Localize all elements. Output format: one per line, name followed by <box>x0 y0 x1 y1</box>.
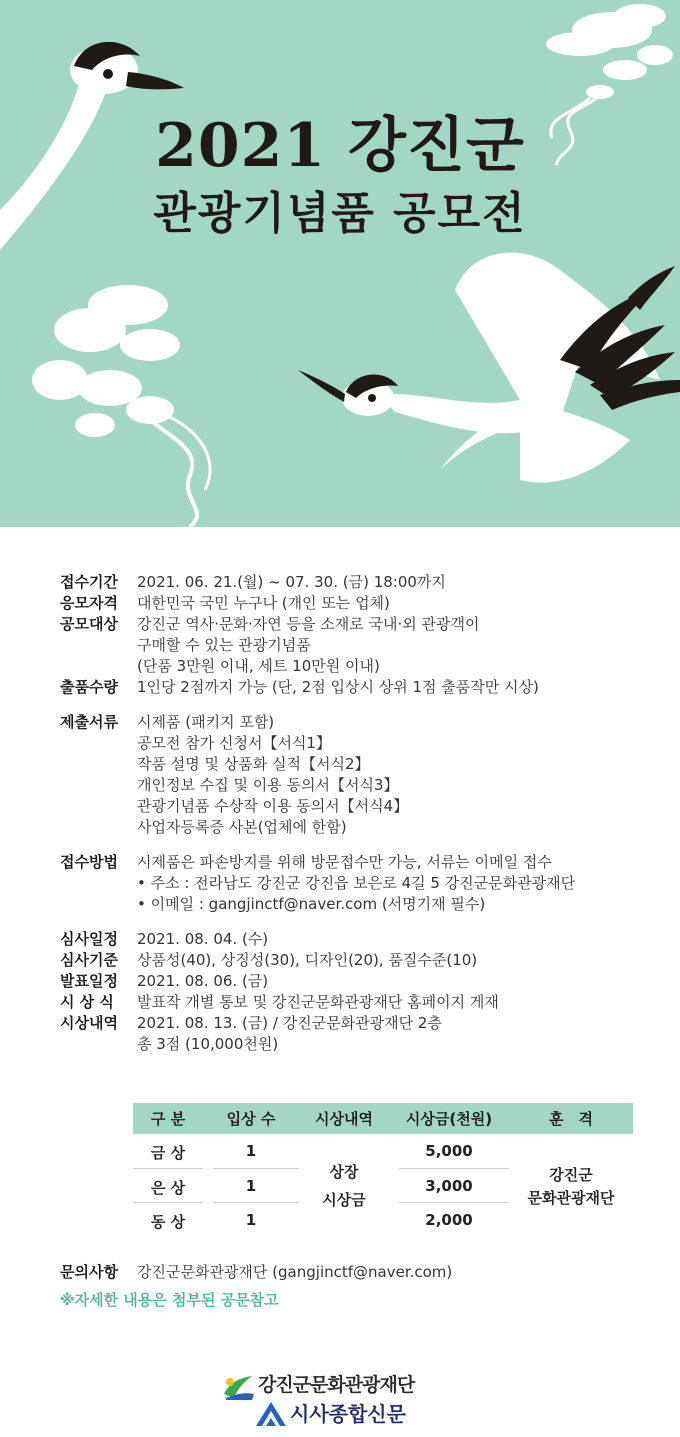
award-table-header <box>133 1103 633 1134</box>
eligibility-value: 대한민국 국민 누구나 (개인 또는 업체) <box>137 594 390 612</box>
spacer <box>60 698 650 712</box>
info-row-target <box>60 614 650 677</box>
info-row-method <box>60 852 650 915</box>
info-row-criteria <box>60 950 650 971</box>
ceremony-label: 시 상 식 <box>60 993 114 1011</box>
review-date-label: 심사일정 <box>60 930 118 948</box>
info-row-eligibility <box>60 593 650 614</box>
count-bronze: 1 <box>245 1211 257 1229</box>
document-item: 시제품 (패키지 포함) <box>137 713 275 731</box>
row-divider <box>133 1168 203 1169</box>
amount-gold: 5,000 <box>425 1142 473 1160</box>
newspaper-name: 시사종합신문 <box>290 1402 406 1426</box>
target-line: 구매할 수 있는 관광기념품 <box>137 636 311 654</box>
ceremony-value: 발표작 개별 통보 및 강진군문화관광재단 홈페이지 게재 <box>137 993 499 1011</box>
cloud-bottom-left <box>32 285 180 437</box>
foundation-name: 강진군문화관광재단 <box>258 1374 415 1396</box>
row-divider <box>213 1202 299 1203</box>
header-cell: 시상금(천원) <box>405 1110 493 1128</box>
quantity-value: 1인당 2점까지 가능 (단, 2점 입상시 상위 1점 출품작만 시상) <box>137 678 539 696</box>
header-cell: 구 분 <box>150 1110 186 1128</box>
rank-silver: 은 상 <box>150 1179 186 1197</box>
notice-text: ※자세한 내용은 첨부된 공문참고 <box>60 1291 279 1309</box>
document-item: 작품 설명 및 상품화 실적【서식2】 <box>137 755 370 773</box>
amount-bronze: 2,000 <box>425 1211 473 1229</box>
document-item: 개인정보 수집 및 이용 동의서【서식3】 <box>137 776 399 794</box>
eligibility-label: 응모자격 <box>60 594 118 612</box>
contact-row <box>60 1262 452 1283</box>
method-value <box>137 852 650 915</box>
award-table <box>133 1103 633 1236</box>
crane-illustration <box>0 0 680 527</box>
header-cell: 입상 수 <box>226 1110 276 1128</box>
title-subtitle: 관광기념품 공모전 <box>153 188 527 239</box>
method-email: • 이메일 : gangjinctf@naver.com (서명기재 필수) <box>137 895 486 913</box>
spacer <box>60 838 650 852</box>
criteria-label: 심사기준 <box>60 951 118 969</box>
cloud-top-right <box>546 4 673 99</box>
count-gold: 1 <box>245 1142 257 1160</box>
method-line: 시제품은 파손방지를 위해 방문접수만 가능, 서류는 이메일 접수 <box>137 853 552 871</box>
target-label: 공모대상 <box>60 615 118 633</box>
contact-value: 강진군문화관광재단 (gangjinctf@naver.com) <box>137 1263 453 1281</box>
prize-type-line2: 시상금 <box>322 1191 366 1209</box>
contact-label: 문의사항 <box>60 1263 118 1281</box>
info-row-documents <box>60 712 650 838</box>
crane-flying-right <box>298 253 680 483</box>
spacer <box>60 915 650 929</box>
footer-logos <box>222 1370 462 1430</box>
info-row-review-date <box>60 929 650 950</box>
amount-silver: 3,000 <box>425 1177 473 1195</box>
rank-gold: 금 상 <box>150 1144 186 1162</box>
target-line: 강진군 역사·문화·자연 등을 소재로 국내·외 관광객이 <box>137 615 480 633</box>
contest-info <box>60 572 650 1055</box>
award-table-body <box>133 1134 633 1236</box>
method-address: • 주소 : 전라남도 강진군 강진읍 보은로 4길 5 강진군문화관광재단 <box>137 874 576 892</box>
row-divider <box>213 1168 299 1169</box>
review-date-value: 2021. 08. 04. (수) <box>137 930 269 948</box>
target-value <box>137 614 650 677</box>
award-line: 총 3점 (10,000천원) <box>137 1035 279 1053</box>
info-row-quantity <box>60 677 650 698</box>
period-value: 2021. 06. 21.(월) ~ 07. 30. (금) 18:00까지 <box>137 573 446 591</box>
criteria-value: 상품성(40), 상징성(30), 디자인(20), 품질수준(10) <box>137 951 478 969</box>
grantor-line1: 강진군 <box>549 1166 593 1184</box>
info-row-announce <box>60 971 650 992</box>
announce-value: 2021. 08. 06. (금) <box>137 972 269 990</box>
hero-banner <box>0 0 680 527</box>
announce-label: 발표일정 <box>60 972 118 990</box>
hero-title <box>0 110 680 244</box>
documents-value <box>137 712 650 838</box>
row-divider <box>133 1202 203 1203</box>
header-cell: 시상내역 <box>315 1110 373 1128</box>
documents-label: 제출서류 <box>60 713 118 731</box>
header-cell: 훈 격 <box>549 1110 593 1128</box>
info-row-period <box>60 572 650 593</box>
period-label: 접수기간 <box>60 573 118 591</box>
award-value <box>137 1013 650 1055</box>
document-item: 관광기념품 수상작 이용 동의서【서식4】 <box>137 797 409 815</box>
row-divider <box>399 1168 509 1169</box>
rank-bronze: 동 상 <box>150 1213 186 1231</box>
newspaper-logo-icon <box>254 1400 288 1428</box>
award-line: 2021. 08. 13. (금) / 강진군문화관광재단 2층 <box>137 1014 442 1032</box>
info-row-ceremony <box>60 992 650 1013</box>
document-item: 사업자등록증 사본(업체에 한함) <box>137 818 347 836</box>
target-line: (단품 3만원 이내, 세트 10만원 이내) <box>137 657 380 675</box>
prize-type-line1: 상장 <box>329 1163 359 1181</box>
foundation-logo-icon <box>222 1372 256 1402</box>
method-label: 접수방법 <box>60 853 118 871</box>
title-year: 2021 강진군 <box>155 111 525 181</box>
row-divider <box>399 1202 509 1203</box>
count-silver: 1 <box>245 1177 257 1195</box>
info-row-award <box>60 1013 650 1055</box>
document-item: 공모전 참가 신청서【서식1】 <box>137 734 331 752</box>
quantity-label: 출품수량 <box>60 678 118 696</box>
grantor-line2: 문화관광재단 <box>527 1189 615 1207</box>
award-label: 시상내역 <box>60 1014 118 1032</box>
